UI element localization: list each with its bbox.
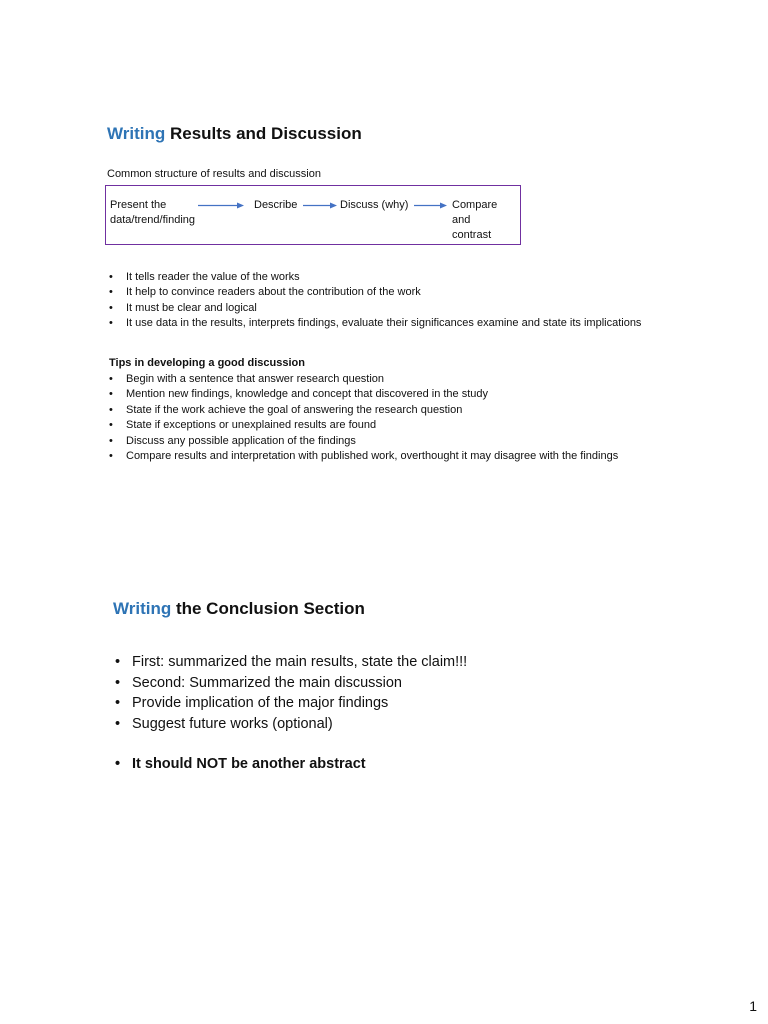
structure-caption: Common structure of results and discussion (107, 168, 321, 180)
title-accent-word: Writing (107, 124, 166, 143)
list-item: • It help to convince readers about the contribution of the work (109, 285, 641, 300)
flow-step-compare-line2: and (452, 214, 471, 226)
list-item: • It must be clear and logical (109, 301, 641, 316)
page-number: 1 (749, 998, 757, 1014)
list-item: • Discuss any possible application of the findings (109, 434, 618, 449)
list-item: • Compare results and interpretation with published work, overthought it may disagree with the findings (109, 449, 618, 464)
conclusion-emphasis-list (115, 754, 366, 775)
tips-heading: Tips in developing a good discussion (109, 357, 305, 369)
list-item: • Provide implication of the major findings (115, 693, 467, 714)
flow-step-discuss: Discuss (why) (340, 199, 409, 211)
results-discussion-title (107, 124, 362, 144)
tips-list (109, 372, 618, 464)
list-item: • Begin with a sentence that answer research question (109, 372, 618, 387)
list-item: • State if the work achieve the goal of answering the research question (109, 403, 618, 418)
list-item: • Second: Summarized the main discussion (115, 673, 467, 694)
list-item: • First: summarized the main results, state the claim!!! (115, 652, 467, 673)
flow-step-compare-line3: contrast (452, 229, 492, 241)
list-item: • State if exceptions or unexplained results are found (109, 418, 618, 433)
flow-step-present-line2: data/trend/finding (110, 214, 196, 226)
results-points-list (109, 270, 641, 332)
title-rest: the Conclusion Section (171, 599, 365, 618)
conclusion-points-list (115, 652, 467, 734)
list-item: • Mention new findings, knowledge and concept that discovered in the study (109, 387, 618, 402)
list-item: • Suggest future works (optional) (115, 714, 467, 735)
list-item: • It use data in the results, interprets findings, evaluate their significances examine and state its implications (109, 316, 641, 331)
list-item: • It tells reader the value of the works (109, 270, 641, 285)
flow-step-compare (452, 198, 497, 243)
flow-step-compare-line1: Compare (452, 199, 498, 211)
flow-step-present (110, 198, 195, 228)
emphasis-item: • It should NOT be another abstract (115, 754, 366, 775)
title-accent-word: Writing (113, 599, 172, 618)
title-rest: Results and Discussion (165, 124, 362, 143)
flow-step-describe: Describe (254, 199, 298, 211)
flow-step-present-line1: Present the (110, 199, 167, 211)
conclusion-title (113, 599, 365, 619)
